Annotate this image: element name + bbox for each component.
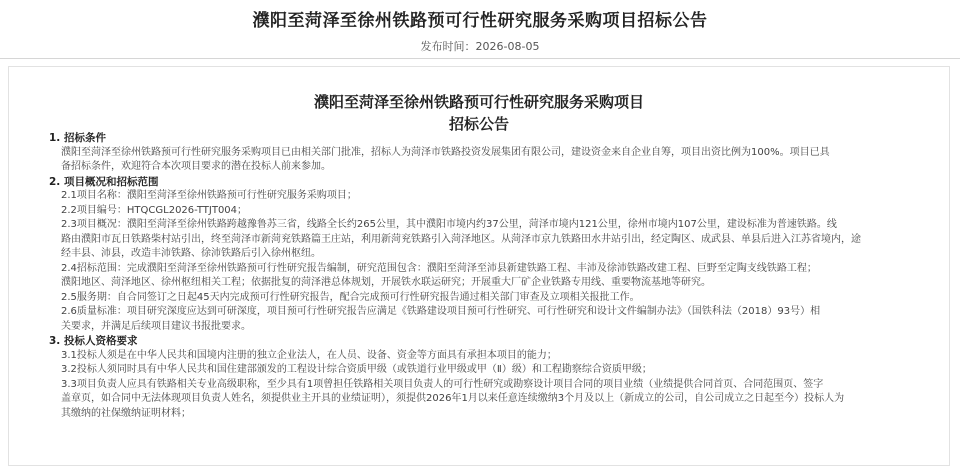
header-divider <box>0 58 960 59</box>
body-line: 2.4招标范围：完成濮阳至菏泽至徐州铁路预可行性研究报告编制，研究范围包含：濮阳至菏泽至沛县新建铁路工程、丰沛及徐沛铁路改建工程、巨野至定陶支线铁路工程； <box>61 262 817 274</box>
body-line: 3.1投标人须是在中华人民共和国境内注册的独立企业法人，在人员、设备、资金等方面具有承担本项目的能力； <box>61 349 557 361</box>
section-heading: 2. 项目概况和招标范围 <box>49 175 159 188</box>
body-line: 2.6质量标准：项目研究深度应达到可研深度，项目预可行性研究报告应满足《铁路建设项目预可行性研究、可行性研究和设计文件编制办法》（国铁科法（2018）93号）相 <box>61 306 821 317</box>
body-line: 2.3项目概况：濮阳至菏泽至徐州铁路跨越豫鲁苏三省，线路全长约265公里，其中濮阳市境内约37公里，菏泽市境内121公里，徐州市境内107公里，建设标准为普速铁路。线 <box>61 219 837 230</box>
publish-time: 发布时间：2026-08-05 <box>420 40 540 53</box>
section-heading: 3. 投标人资格要求 <box>49 335 138 347</box>
body-line: 2.1项目名称：濮阳至菏泽至徐州铁路预可行性研究服务采购项目； <box>61 190 357 201</box>
body-line: 濮阳至菏泽至徐州铁路预可行性研究服务采购项目已由相关部门批准，招标人为菏泽市铁路投资发展集团有限公司，建设资金来自企业自筹，项目出资比例为100%。项目已具 <box>61 146 830 158</box>
document-content <box>49 131 909 421</box>
body-line: 关要求，并满足后续项目建议书报批要求。 <box>61 320 251 332</box>
body-line: 3.2投标人须同时具有中华人民共和国住建部颁发的工程设计综合资质甲级（或铁道行业甲级或甲（Ⅱ）级）和工程勘察综合资质甲级； <box>61 364 652 375</box>
section-heading: 1. 招标条件 <box>49 132 106 144</box>
document-title: 濮阳至菏泽至徐州铁路预可行性研究服务采购项目 <box>313 93 644 111</box>
body-line: 3.3项目负责人应具有铁路相关专业高级职称，至少具有1项曾担任铁路相关项目负责人的可行性研究或勘察设计项目合同的项目业绩（业绩提供合同首页、合同范围页、签字 <box>61 378 824 390</box>
page-title: 濮阳至菏泽至徐州铁路预可行性研究服务采购项目招标公告 <box>252 11 708 31</box>
body-line: 濮阳地区、菏泽地区、徐州枢纽相关工程；依据批复的菏泽港总体规划，开展铁水联运研究；开展重大厂矿企业铁路专用线、重要物流基地等研究。 <box>61 277 711 288</box>
body-line: 2.5服务期：自合同签订之日起45天内完成预可行性研究报告，配合完成预可行性研究报告通过相关部门审查及立项相关报批工作。 <box>61 291 640 303</box>
body-line: 2.2项目编号：HTQCGL2026-TTJT004； <box>61 204 248 216</box>
document-subtitle: 招标公告 <box>448 115 509 133</box>
announcement-document <box>8 66 950 466</box>
body-line: 其缴纳的社保缴纳证明材料； <box>61 407 191 419</box>
body-line: 路由濮阳市瓦日铁路柴村站引出，终至菏泽市新菏兖铁路篇王庄站，利用新菏兖铁路引入菏泽地区。从菏泽市京九铁路田水井站引出，经定陶区、成武县、单县后进入江苏省境内，途 <box>61 233 861 245</box>
body-line: 经丰县、沛县，改造丰沛铁路、徐沛铁路后引入徐州枢纽。 <box>61 248 321 259</box>
body-line: 盖章页，如合同中无法体现项目负责人姓名，须提供业主开具的业绩证明），须提供2026年1月以来任意连续缴纳3个月及以上（新成立的公司，自公司成立之日起至今）投标人为 <box>61 393 845 404</box>
body-line: 备招标条件，欢迎符合本次项目要求的潜在投标人前来参加。 <box>61 161 331 172</box>
